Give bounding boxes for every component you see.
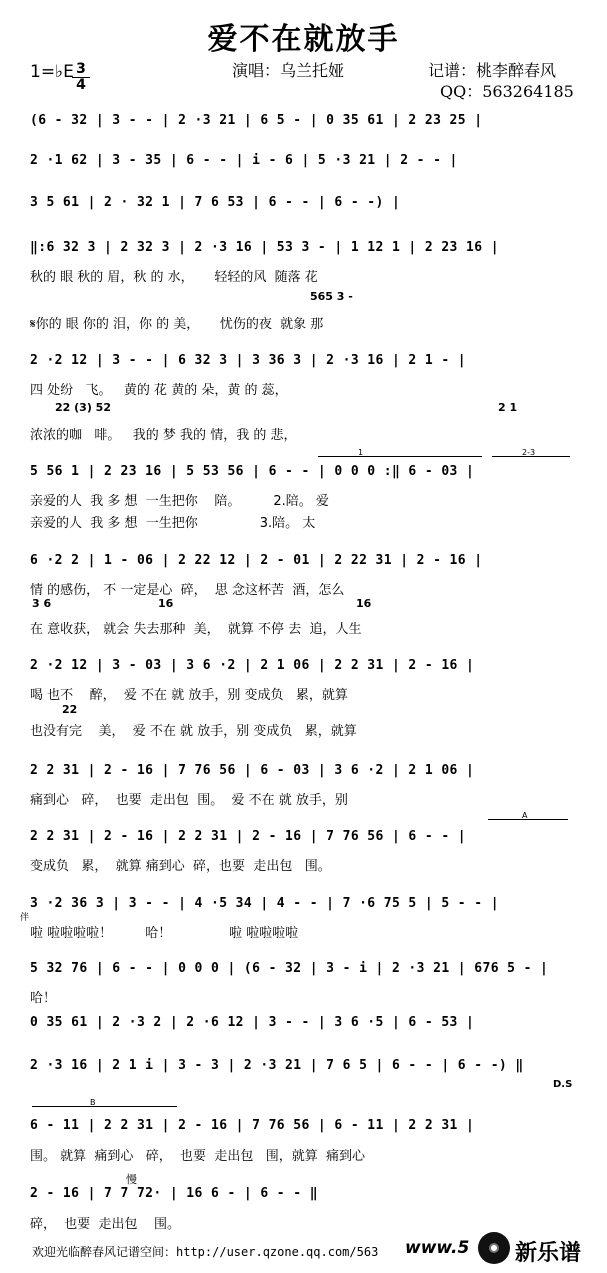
lyric-line-9: 喝 也不 醉， 爱 不在 就 放手，别 变成负 累，就算 [30, 688, 348, 703]
lyric-line-4: 浓浓的咖 啡。 我的 梦 我的 情，我 的 悲， [30, 428, 297, 443]
transcriber-credit: 记谱：桃李醉春风 [428, 61, 557, 80]
score-line-2: 2 ·1 62 | 3 - 35 | 6 - - | i - 6 | 5 ·3 21 | 2 - - | [30, 153, 458, 168]
qq-number: QQ：563264185 [440, 82, 574, 101]
lyric-line-8: 在 意收获， 就会 失去那种 美， 就算 不停 去 追，人生 [30, 622, 362, 637]
annotation-22: 22 [62, 703, 78, 716]
lyric-line-11: 痛到心 碎， 也要 走出包 围。 爱 不在 就 放手，别 [30, 793, 348, 808]
site-logo[interactable] [405, 1232, 605, 1268]
lyric-line-12: 变成负 累， 就算 痛到心 碎，也要 走出包 围。 [30, 859, 331, 874]
score-line-4: ‖:6 32 3 | 2 32 3 | 2 ·3 16 | 53 3 - | 1 12 1 | 2 23 16 | [30, 240, 499, 255]
song-title: 爱不在就放手 [207, 22, 400, 57]
section-b-marker: B [32, 1106, 177, 1113]
singer-credit: 演唱：乌兰托娅 [232, 61, 345, 80]
record-disc-icon [478, 1232, 510, 1264]
score-line-7: 6 ·2 2 | 1 - 06 | 2 22 12 | 2 - 01 | 2 22 31 | 2 - 16 | [30, 553, 483, 568]
tempo-marking: 慢 [126, 1173, 137, 1186]
lyric-line-5: 亲爱的人 我 多 想 一生把你 陪。 2.陪。 爱 [30, 494, 329, 509]
volta-23-bracket: 2-3 [492, 456, 570, 463]
key-signature: 1=♭E [30, 62, 74, 82]
lyric-line-7: 情 的感伤， 不 一定是心 碎， 思 念这杯苦 酒，怎么 [30, 583, 345, 598]
lyric-line-13: 啦 啦啦啦啦！ 哈！ 啦 啦啦啦啦 [30, 926, 299, 941]
score-line-14: 2 ·3 16 | 2 1 i | 3 - 3 | 2 ·3 21 | 7 6 5 | 6 - - | 6 - -) ‖ [30, 1058, 524, 1073]
lyric-line-14: 哈！ [30, 991, 57, 1006]
score-line-3: 3 5 61 | 2 · 32 1 | 7 6 53 | 6 - - | 6 - -) | [30, 195, 401, 210]
score-line-1: (6 - 32 | 3 - - | 2 ·3 21 | 6 5 - | 0 35 61 | 2 23 25 | [30, 113, 483, 128]
lyric-line-3: 四 处纷 飞。 黄的 花 黄的 朵，黄 的 蕊， [30, 383, 288, 398]
annotation-2252: 22 (3) 52 [55, 401, 111, 414]
annotation-36: 3 6 [32, 597, 52, 610]
accompaniment-mark: 伴 [20, 913, 30, 923]
meter-top: 3 [72, 62, 90, 78]
score-line-5: 2 ·2 12 | 3 - - | 6 32 3 | 3 36 3 | 2 ·3 16 | 2 1 - | [30, 353, 467, 368]
footer-url-text: 欢迎光临醉春风记谱空间：http://user.qzone.qq.com/563 [32, 1245, 379, 1259]
time-signature [72, 62, 90, 93]
score-line-6: 5 56 1 | 2 23 16 | 5 53 56 | 6 - - | 0 0 0 :‖ 6 - 03 | [30, 464, 475, 479]
score-line-16: 2 - 16 | 7 7 72· | 16 6 - | 6 - - ‖ [30, 1186, 318, 1201]
score-line-8: 2 ·2 12 | 3 - 03 | 3 6 ·2 | 2 1 06 | 2 2 31 | 2 - 16 | [30, 658, 475, 673]
score-line-11: 3 ·2 36 3 | 3 - - | 4 ·5 34 | 4 - - | 7 ·6 75 5 | 5 - - | [30, 896, 499, 911]
annotation-565: 565 3 - [310, 290, 353, 303]
score-line-9: 2 2 31 | 2 - 16 | 7 76 56 | 6 - 03 | 3 6 ·2 | 2 1 06 | [30, 763, 475, 778]
logo-www: www.5 [405, 1238, 470, 1258]
annotation-16c: 16 [356, 597, 372, 610]
lyric-line-2: 𝄋你的 眼 你的 泪，你 的 美， 忧伤的夜 就象 那 [30, 317, 324, 332]
lyric-line-15: 围。 就算 痛到心 碎， 也要 走出包 围，就算 痛到心 [30, 1149, 365, 1164]
ds-marker: D.S [553, 1079, 573, 1090]
lyric-line-10: 也没有完 美， 爱 不在 就 放手，别 变成负 累，就算 [30, 724, 357, 739]
annotation-16b: 16 [158, 597, 174, 610]
annotation-21: 2 1 [498, 401, 518, 414]
score-line-15: 6 - 11 | 2 2 31 | 2 - 16 | 7 76 56 | 6 - 11 | 2 2 31 | [30, 1118, 475, 1133]
lyric-line-1: 秋的 眼 秋的 眉，秋 的 水， 轻轻的风 随落 花 [30, 270, 318, 285]
volta-1-bracket: 1 [318, 456, 482, 463]
lyric-line-16: 碎， 也要 走出包 围。 [30, 1217, 181, 1232]
meter-bottom: 4 [76, 77, 86, 93]
section-a-marker: A [488, 819, 568, 826]
lyric-line-6: 亲爱的人 我 多 想 一生把你 3.陪。 太 [30, 516, 316, 531]
score-line-10: 2 2 31 | 2 - 16 | 2 2 31 | 2 - 16 | 7 76 56 | 6 - - | [30, 829, 467, 844]
score-line-13: 0 35 61 | 2 ·3 2 | 2 ·6 12 | 3 - - | 3 6 ·5 | 6 - 53 | [30, 1015, 475, 1030]
score-line-12: 5 32 76 | 6 - - | 0 0 0 | (6 - 32 | 3 - i | 2 ·3 21 | 676 5 - | [30, 961, 549, 976]
logo-brand: 新乐谱 [515, 1241, 582, 1266]
